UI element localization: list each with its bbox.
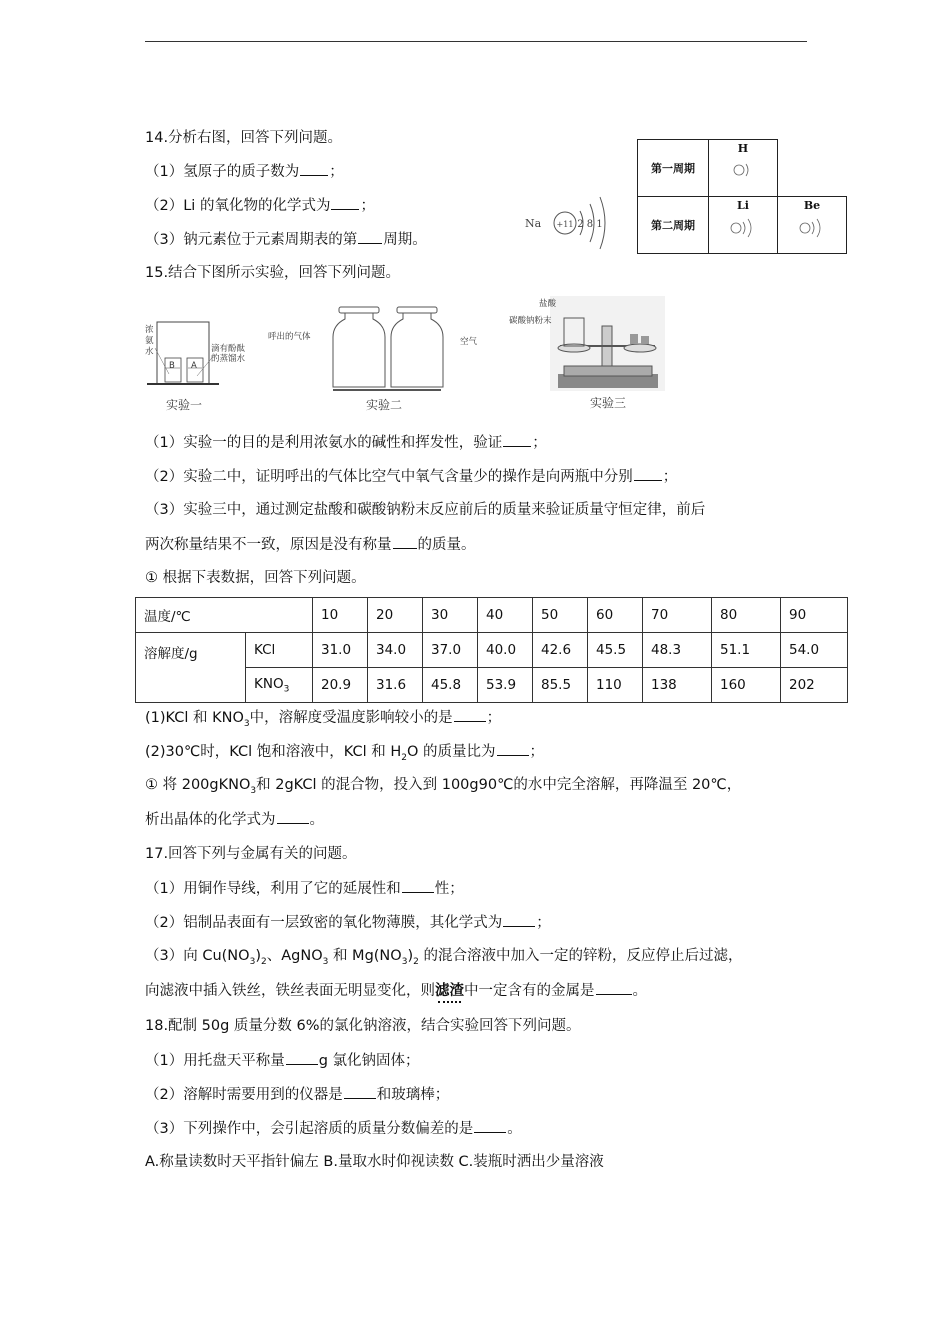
row2-label: 第二周期: [638, 197, 709, 254]
q18-part3: （3）下列操作中，会引起溶质的质量分数偏差的是 。: [145, 1118, 522, 1139]
table-cell: 90: [781, 598, 848, 633]
q16-part3-line2: 析出晶体的化学式为 。: [145, 809, 324, 830]
sodium-nucleus: +11: [556, 220, 574, 229]
table-cell: 40: [478, 598, 533, 633]
table-cell: 85.5: [533, 668, 588, 703]
solubility-header: 溶解度/g: [136, 633, 246, 703]
exp2-caption: 实验二: [366, 398, 403, 412]
answer-blank[interactable]: [503, 432, 531, 447]
table-cell: 31.0: [313, 633, 368, 668]
table-cell: 50: [533, 598, 588, 633]
table-cell: 60: [588, 598, 643, 633]
substance-kcl: KCl: [246, 633, 313, 668]
answer-blank[interactable]: [344, 1084, 376, 1099]
exp1-caption: 实验一: [166, 398, 203, 412]
sodium-symbol: Na: [525, 217, 542, 230]
table-cell: 51.1: [712, 633, 781, 668]
solubility-table: [135, 597, 848, 703]
q16-part2: (2)30℃时，KCl 饱和溶液中，KCl 和 $H_2O$ 的质量比为 ；: [145, 741, 544, 768]
table-cell: 37.0: [423, 633, 478, 668]
answer-blank[interactable]: [503, 912, 535, 927]
table-cell: 48.3: [643, 633, 712, 668]
table-cell: 53.9: [478, 668, 533, 703]
exp3-caption: 实验三: [590, 396, 627, 410]
table-cell: 34.0: [368, 633, 423, 668]
table-cell: 70: [643, 598, 712, 633]
exp3-label-acid: 盐酸: [539, 299, 557, 309]
q17-part1: （1）用铜作导线，利用了它的延展性和 性；: [145, 878, 464, 899]
q17-part2: （2）铝制品表面有一层致密的氧化物薄膜，其化学式为 ；: [145, 912, 551, 933]
q16-part1: (1)KCl 和 $KNO_3$中，溶解度受温度影响较小的是 ；: [145, 707, 501, 734]
header-rule: [145, 41, 807, 42]
q14-title: 14.分析右图，回答下列问题。: [145, 130, 343, 146]
table-cell: 10: [313, 598, 368, 633]
answer-blank[interactable]: [358, 229, 382, 244]
q15-part1: （1）实验一的目的是利用浓氨水的碱性和挥发性，验证 ；: [145, 432, 547, 453]
answer-blank[interactable]: [474, 1118, 506, 1133]
table-cell: 31.6: [368, 668, 423, 703]
q15-part3-line1: （3）实验三中，通过测定盐酸和碳酸钠粉末反应前后的质量来验证质量守恒定律，前后: [145, 502, 706, 518]
li-atom-icon: [728, 216, 758, 240]
be-atom-icon: [797, 216, 827, 240]
answer-blank[interactable]: [300, 161, 328, 176]
table-cell: 110: [588, 668, 643, 703]
answer-blank[interactable]: [393, 534, 417, 549]
h-atom-icon: [731, 159, 755, 181]
q15-title: 15.结合下图所示实验，回答下列问题。: [145, 265, 401, 281]
table-cell: 202: [781, 668, 848, 703]
temperature-header: 温度/℃: [136, 598, 313, 633]
answer-blank[interactable]: [596, 980, 632, 995]
element-li: Li: [709, 197, 778, 254]
answer-blank[interactable]: [454, 707, 486, 722]
exp2-label-air: 空气: [460, 337, 478, 347]
row1-label: 第一周期: [638, 140, 709, 197]
q15-part3-line2: 两次称量结果不一致，原因是没有称量 的质量。: [145, 534, 476, 555]
sodium-atom-diagram: [525, 186, 615, 254]
q16-part3-line1: ① 将 200gKNO$_3$和 2gKCl 的混合物，投入到 100g90℃的水中完全溶解，再降温至 20℃，: [145, 777, 742, 796]
exp1-label-ammonia: 浓氨水: [145, 325, 154, 357]
sodium-shells: 2 8 1: [577, 219, 603, 230]
q17-part3-line1: （3）向 $Cu(NO_3)_2$、AgNO$_3$ 和 $Mg(NO_3)_2$ 的混合溶液中加入一定的锌粉，反应停止后过滤，: [145, 948, 743, 967]
table-cell: 138: [643, 668, 712, 703]
q15-part2: （2）实验二中，证明呼出的气体比空气中氧气含量少的操作是向两瓶中分别 ；: [145, 466, 677, 487]
exp1-beaker-b: B: [169, 361, 175, 371]
element-be: Be: [778, 197, 847, 254]
q18-part2: （2）溶解时需要用到的仪器是 和玻璃棒；: [145, 1084, 449, 1105]
q17-part3-line2: 向滤液中插入铁丝，铁丝表面无明显变化，则滤渣中一定含有的金属是 。: [145, 980, 647, 1001]
table-cell: 40.0: [478, 633, 533, 668]
exp3-label-powder: 碳酸钠粉末: [509, 316, 552, 326]
table-row-temperature: [136, 598, 848, 633]
answer-blank[interactable]: [286, 1050, 318, 1065]
experiment-2-figure: [327, 305, 447, 393]
table-cell: 54.0: [781, 633, 848, 668]
experiment-3-figure: [550, 296, 665, 391]
q17-title: 17.回答下列与金属有关的问题。: [145, 846, 357, 862]
q14-part3: （3）钠元素位于元素周期表的第 周期。: [145, 229, 427, 250]
substance-kno3: $KNO_3$: [246, 668, 313, 703]
q14-part1: （1）氢原子的质子数为 ；: [145, 161, 344, 182]
table-cell: 80: [712, 598, 781, 633]
exp1-beaker-a: A: [191, 361, 197, 371]
exp2-label-breath: 呼出的气体: [268, 332, 311, 342]
table-cell: 20.9: [313, 668, 368, 703]
table-row-kcl: [136, 633, 848, 668]
element-h: H: [709, 140, 778, 197]
q18-title: 18.配制 50g 质量分数 6%的氯化钠溶液，结合实验回答下列问题。: [145, 1018, 581, 1034]
answer-blank[interactable]: [331, 195, 359, 210]
answer-blank[interactable]: [402, 878, 434, 893]
table-cell: 45.5: [588, 633, 643, 668]
answer-blank[interactable]: [497, 741, 529, 756]
table-cell: 20: [368, 598, 423, 633]
table-cell: 45.8: [423, 668, 478, 703]
answer-blank[interactable]: [634, 466, 662, 481]
answer-blank[interactable]: [277, 809, 309, 824]
periodic-table-fragment: [637, 139, 847, 254]
q18-part1: （1）用托盘天平称量 g 氯化钠固体；: [145, 1050, 420, 1071]
q18-options: A.称量读数时天平指针偏左 B.量取水时仰视读数 C.装瓶时洒出少量溶液: [145, 1154, 604, 1170]
emphasis-residue: 滤渣: [435, 983, 464, 999]
exp1-label-phenolphthalein: 滴有酚酞的蒸馏水: [211, 344, 246, 364]
q16-title: ① 根据下表数据，回答下列问题。: [145, 570, 366, 586]
table-cell: 30: [423, 598, 478, 633]
table-cell: 42.6: [533, 633, 588, 668]
q14-part2: （2）Li 的氧化物的化学式为 ；: [145, 195, 375, 216]
table-cell: 160: [712, 668, 781, 703]
